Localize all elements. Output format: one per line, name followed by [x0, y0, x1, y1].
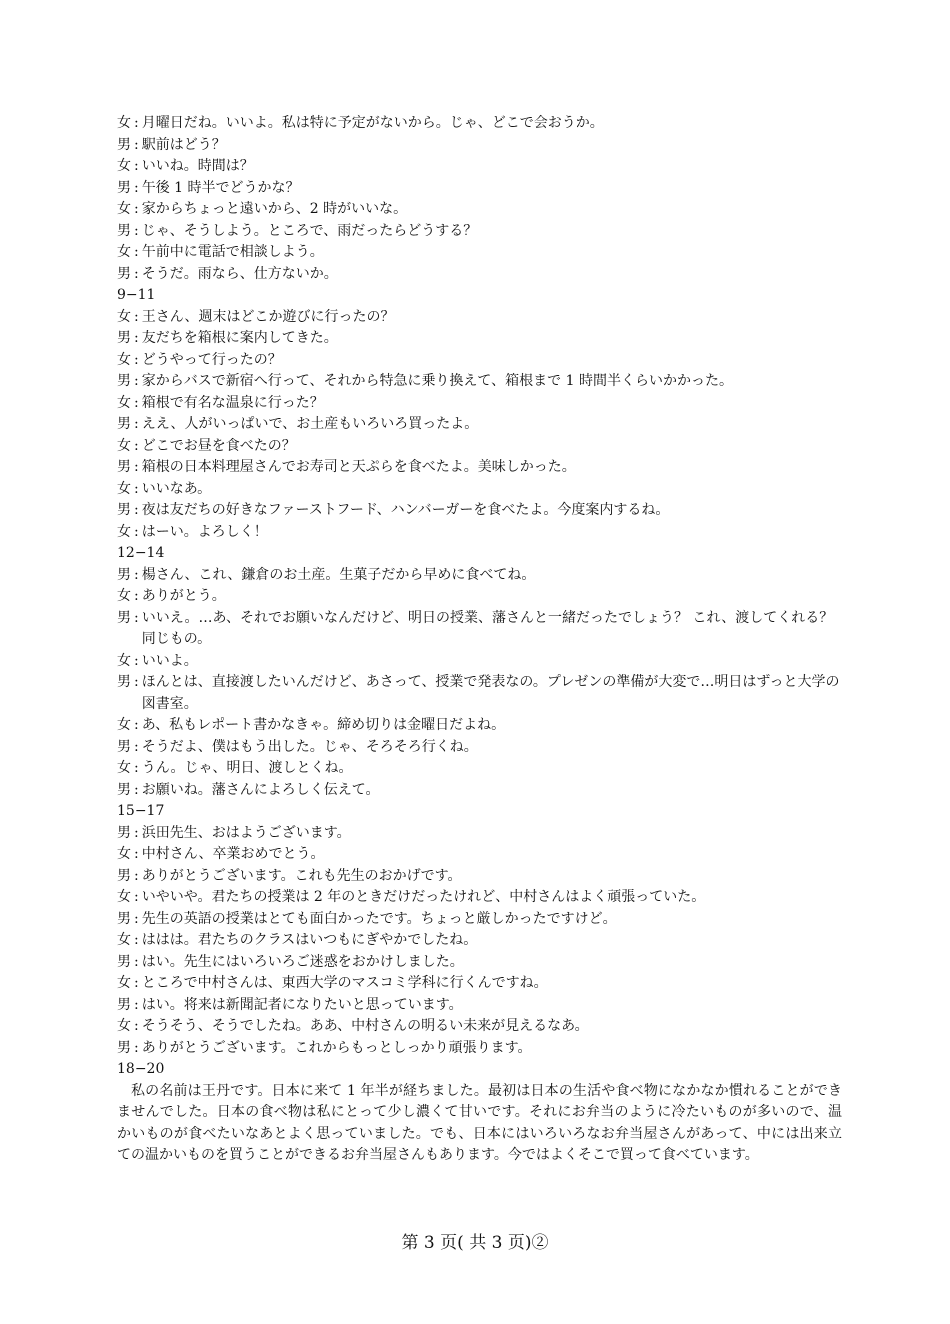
- utterance-text: 午前中に電話で相談しよう。: [141, 244, 324, 260]
- speaker-separator: :: [134, 975, 139, 991]
- speaker-label: 女: [117, 115, 131, 131]
- dialogue-line: [117, 715, 842, 737]
- speaker-label: 女: [117, 975, 131, 991]
- speaker-label: 男: [117, 330, 131, 346]
- dialogue-line: [117, 973, 842, 995]
- utterance-text: ありがとうございます。これも先生のおかげです。: [141, 867, 462, 884]
- utterance-text: うん。じゃ、明日、渡しとくね。: [141, 760, 353, 776]
- dialogue-section: [117, 285, 842, 543]
- speaker-separator: :: [134, 652, 139, 669]
- speaker-separator: :: [134, 867, 139, 884]
- speaker-label: 男: [117, 824, 131, 841]
- dialogue-line: [117, 156, 842, 178]
- passage-section: [117, 1059, 842, 1167]
- speaker-label: 女: [117, 652, 131, 669]
- utterance-text: 駅前はどう？: [141, 136, 226, 153]
- speaker-separator: :: [134, 136, 139, 153]
- speaker-separator: :: [134, 330, 139, 346]
- utterance-text: ところで中村さんは、東西大学のマスコミ学科に行くんですね。: [141, 975, 548, 991]
- utterance-text: ええ、人がいっぱいで、お土産もいろいろ買ったよ。: [141, 416, 479, 432]
- speaker-separator: :: [134, 523, 139, 540]
- speaker-label: 男: [117, 136, 131, 153]
- utterance-text: どこでお昼を食べたの？: [141, 437, 296, 454]
- dialogue-line: [117, 221, 842, 243]
- dialogue-section: [117, 113, 842, 285]
- utterance-text: ははは。君たちのクラスはいつもにぎやかでしたね。: [141, 932, 478, 948]
- speaker-label: 男: [117, 373, 131, 389]
- dialogue-line: [117, 242, 842, 264]
- speaker-label: 女: [117, 846, 131, 862]
- speaker-label: 男: [117, 265, 131, 282]
- speaker-separator: :: [134, 781, 139, 798]
- speaker-label: 男: [117, 1039, 131, 1056]
- utterance-text: いいえ。…あ、それでお願いなんだけど、明日の授業、藩さんと一緒だったでしょう？ これ、渡してくれる？ 同じもの。: [141, 609, 834, 647]
- speaker-separator: :: [134, 889, 139, 905]
- speaker-label: 女: [117, 717, 131, 733]
- speaker-label: 男: [117, 996, 131, 1013]
- utterance-text: ありがとうございます。これからもっとしっかり頑張ります。: [141, 1039, 532, 1056]
- speaker-label: 女: [117, 480, 131, 497]
- speaker-separator: :: [134, 265, 139, 282]
- speaker-label: 女: [117, 308, 131, 325]
- dialogue-line: [117, 393, 842, 415]
- dialogue-line: [117, 844, 842, 866]
- dialogue-line: [117, 930, 842, 952]
- speaker-separator: :: [134, 222, 139, 239]
- speaker-separator: :: [134, 308, 139, 325]
- utterance-text: はい。将来は新聞記者になりたいと思っています。: [141, 996, 463, 1013]
- speaker-separator: :: [134, 459, 139, 475]
- utterance-text: 先生の英語の授業はとても面白かったです。ちょっと厳しかったですけど。: [141, 910, 617, 927]
- listening-script: [117, 113, 842, 1167]
- speaker-label: 女: [117, 158, 131, 174]
- speaker-separator: :: [134, 394, 139, 411]
- utterance-text: 浜田先生、おはようございます。: [141, 824, 351, 841]
- dialogue-line: [117, 952, 842, 974]
- speaker-separator: :: [134, 351, 139, 368]
- speaker-label: 女: [117, 760, 131, 776]
- speaker-label: 男: [117, 953, 131, 970]
- utterance-text: はーい。よろしく！: [141, 523, 268, 540]
- dialogue-line: [117, 307, 842, 329]
- speaker-separator: :: [134, 609, 139, 626]
- dialogue-line: [117, 436, 842, 458]
- dialogue-line: [117, 199, 842, 221]
- dialogue-line: [117, 479, 842, 501]
- utterance-text: 楊さん、これ、鎌倉のお土産。生菓子だから早めに食べてね。: [141, 566, 536, 583]
- speaker-separator: :: [134, 373, 139, 389]
- utterance-text: いいなあ。: [141, 480, 212, 497]
- utterance-text: ありがとう。: [141, 588, 226, 604]
- dialogue-line: [117, 457, 842, 479]
- speaker-label: 男: [117, 910, 131, 927]
- speaker-separator: :: [134, 201, 139, 217]
- section-heading: 12−14: [117, 545, 165, 561]
- dialogue-line: [117, 866, 842, 888]
- dialogue-line: [117, 371, 842, 393]
- speaker-separator: :: [134, 846, 139, 862]
- dialogue-line: [117, 328, 842, 350]
- speaker-separator: :: [134, 910, 139, 927]
- speaker-label: 女: [117, 932, 131, 948]
- utterance-text: あ、私もレポート書かなきゃ。締め切りは金曜日だよね。: [141, 717, 506, 733]
- section-heading: 9−11: [117, 287, 156, 303]
- dialogue-line: [117, 995, 842, 1017]
- utterance-text: そうそう、そうでしたね。ああ、中村さんの明るい未来が見えるなあ。: [141, 1018, 589, 1034]
- utterance-text: 午後 1 時半でどうかな？: [141, 179, 300, 196]
- speaker-label: 女: [117, 244, 131, 260]
- dialogue-line: [117, 780, 842, 802]
- section-heading: 15−17: [117, 803, 165, 819]
- dialogue-line: [117, 1016, 842, 1038]
- dialogue-line: [117, 823, 842, 845]
- utterance-text: どうやって行ったの？: [141, 351, 282, 368]
- speaker-separator: :: [134, 760, 139, 776]
- speaker-label: 男: [117, 674, 131, 690]
- dialogue-line: [117, 909, 842, 931]
- utterance-text: いいね。時間は？: [141, 158, 254, 174]
- utterance-text: いいよ。: [141, 652, 198, 669]
- speaker-separator: :: [134, 932, 139, 948]
- speaker-label: 女: [117, 588, 131, 604]
- speaker-label: 女: [117, 523, 131, 540]
- speaker-label: 女: [117, 1018, 131, 1034]
- speaker-separator: :: [134, 244, 139, 260]
- utterance-text: 王さん、週末はどこか遊びに行ったの？: [141, 308, 395, 325]
- dialogue-line: [117, 651, 842, 673]
- speaker-separator: :: [134, 674, 139, 690]
- speaker-label: 女: [117, 889, 131, 905]
- speaker-separator: :: [134, 824, 139, 841]
- speaker-label: 男: [117, 222, 131, 239]
- speaker-label: 男: [117, 459, 131, 475]
- speaker-separator: :: [134, 996, 139, 1013]
- speaker-separator: :: [134, 738, 139, 755]
- speaker-separator: :: [134, 1039, 139, 1056]
- dialogue-line: [117, 672, 842, 715]
- dialogue-section: [117, 543, 842, 801]
- speaker-label: 女: [117, 394, 131, 411]
- dialogue-sections: [117, 113, 842, 1059]
- speaker-label: 男: [117, 609, 131, 626]
- speaker-separator: :: [134, 502, 139, 518]
- dialogue-line: [117, 522, 842, 544]
- passage-paragraph: 私の名前は王丹です。日本に来て 1 年半が経ちました。最初は日本の生活や食べ物になかなか慣れることができませんでした。日本の食べ物は私にとって少し濃くて甘いです。それにお弁当のように冷たいものが多いので、温かいものが食べたいなあとよく思っていました。でも、日本にはいろいろなお弁当屋さんがあって、中には出来立ての温かいものを買うことができるお弁当屋さんもあります。今ではよくそこで買って食べています。: [117, 1082, 842, 1163]
- dialogue-line: [117, 586, 842, 608]
- utterance-text: はい。先生にはいろいろご迷惑をおかけしました。: [141, 953, 464, 970]
- dialogue-line: [117, 414, 842, 436]
- utterance-text: 家からバスで新宿へ行って、それから特急に乗り換えて、箱根まで 1 時間半くらいかかった。: [141, 373, 733, 389]
- speaker-separator: :: [134, 588, 139, 604]
- speaker-separator: :: [134, 416, 139, 432]
- dialogue-line: [117, 1038, 842, 1060]
- utterance-text: お願いね。藩さんによろしく伝えて。: [141, 781, 380, 798]
- speaker-label: 男: [117, 566, 131, 583]
- speaker-separator: :: [134, 179, 139, 196]
- dialogue-line: [117, 113, 842, 135]
- utterance-text: 夜は友だちの好きなファーストフード、ハンバーガーを食べたよ。今度案内するね。: [141, 502, 670, 518]
- section-heading: 18−20: [117, 1061, 165, 1077]
- speaker-separator: :: [134, 566, 139, 583]
- speaker-label: 女: [117, 201, 131, 217]
- utterance-text: 月曜日だね。いいよ。私は特に予定がないから。じゃ、どこで会おうか。: [141, 115, 604, 131]
- dialogue-line: [117, 608, 842, 651]
- speaker-separator: :: [134, 115, 139, 131]
- utterance-text: 箱根で有名な温泉に行った？: [141, 394, 324, 411]
- utterance-text: そうだ。雨なら、仕方ないか。: [141, 265, 338, 282]
- utterance-text: 友だちを箱根に案内してきた。: [141, 330, 338, 346]
- dialogue-line: [117, 887, 842, 909]
- dialogue-line: [117, 565, 842, 587]
- speaker-separator: :: [134, 158, 139, 174]
- dialogue-line: [117, 350, 842, 372]
- speaker-label: 男: [117, 502, 131, 518]
- utterance-text: 中村さん、卒業おめでとう。: [141, 846, 325, 862]
- utterance-text: 家からちょっと遠いから、2 時がいいな。: [141, 201, 408, 217]
- page-footer: 第 3 页( 共 3 页)②: [401, 1233, 549, 1253]
- speaker-separator: :: [134, 717, 139, 733]
- utterance-text: そうだよ、僕はもう出した。じゃ、そろそろ行くね。: [141, 738, 478, 755]
- dialogue-line: [117, 178, 842, 200]
- dialogue-line: [117, 264, 842, 286]
- dialogue-section: [117, 801, 842, 1059]
- dialogue-line: [117, 135, 842, 157]
- utterance-text: じゃ、そうしよう。ところで、雨だったらどうする？: [141, 222, 478, 239]
- utterance-text: いやいや。君たちの授業は 2 年のときだけだったけれど、中村さんはよく頑張っていた。: [141, 889, 706, 905]
- speaker-separator: :: [134, 480, 139, 497]
- utterance-text: 箱根の日本料理屋さんでお寿司と天ぷらを食べたよ。美味しかった。: [141, 459, 576, 475]
- speaker-label: 男: [117, 416, 131, 432]
- speaker-label: 男: [117, 738, 131, 755]
- dialogue-line: [117, 737, 842, 759]
- speaker-separator: :: [134, 953, 139, 970]
- speaker-label: 男: [117, 867, 131, 884]
- speaker-label: 女: [117, 437, 131, 454]
- speaker-separator: :: [134, 1018, 139, 1034]
- speaker-label: 男: [117, 179, 131, 196]
- speaker-label: 男: [117, 781, 131, 798]
- dialogue-line: [117, 500, 842, 522]
- speaker-separator: :: [134, 437, 139, 454]
- utterance-text: ほんとは、直接渡したいんだけど、あさって、授業で発表なの。プレゼンの準備が大変で…明日はずっと大学の図書室。: [141, 674, 840, 712]
- dialogue-line: [117, 758, 842, 780]
- speaker-label: 女: [117, 351, 131, 368]
